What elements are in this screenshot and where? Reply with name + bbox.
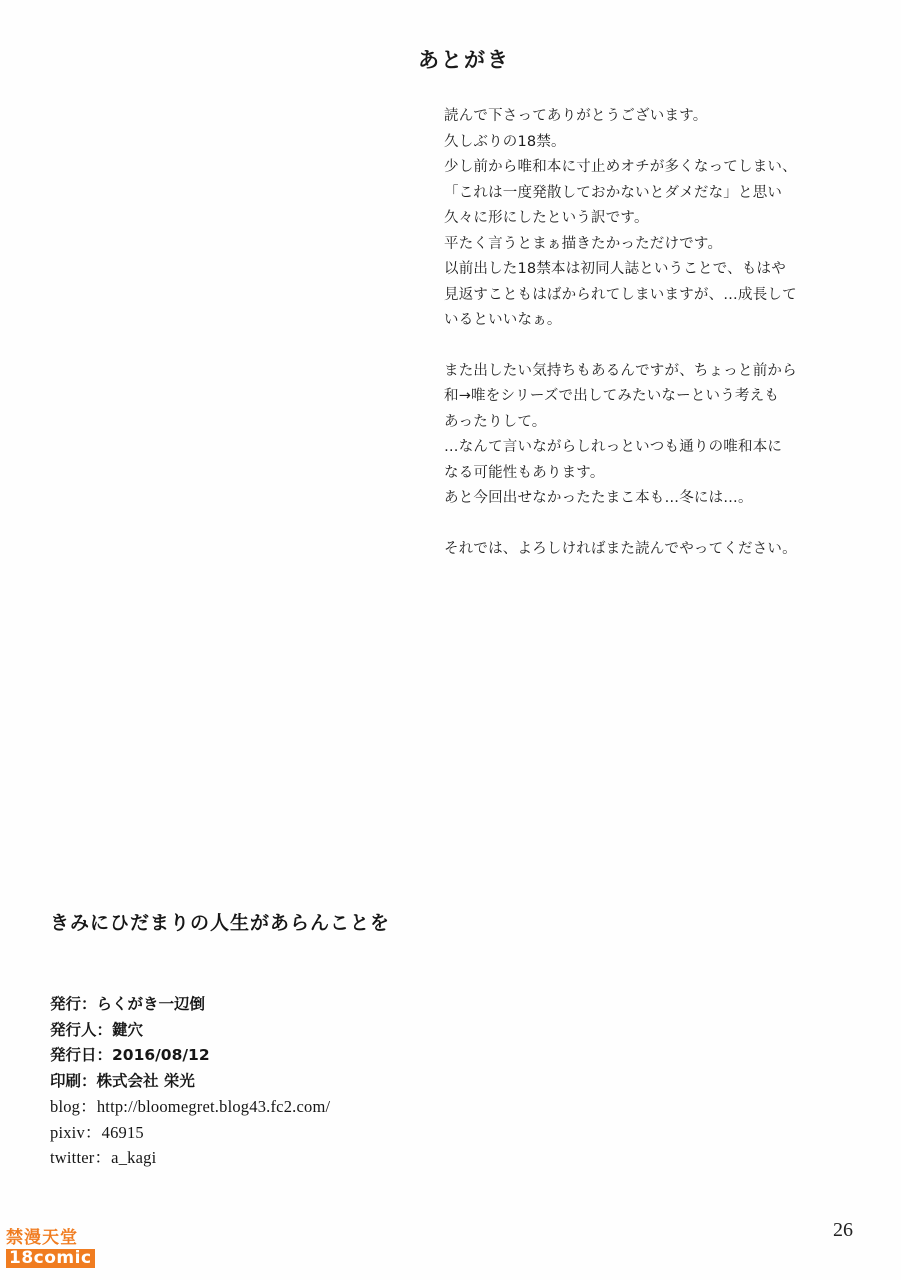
afterword-line: あと今回出せなかったたまこ本も…冬には…。 — [444, 490, 753, 506]
afterword-body — [444, 104, 874, 562]
afterword-line: 見返すこともはばかられてしまいますが、…成長して — [444, 286, 797, 303]
afterword-line: 「これは一度発散しておかないとダメだな」と思い — [444, 184, 783, 201]
colophon-row-pixiv: pixiv：46915 — [50, 1122, 144, 1142]
colophon-row-blog[interactable]: blog：http://bloomegret.blog43.fc2.com/ — [50, 1097, 331, 1116]
afterword-line: いるといいなぁ。 — [444, 312, 562, 328]
colophon-list — [50, 992, 330, 1171]
paragraph-spacer — [444, 334, 874, 359]
paragraph-spacer — [444, 512, 874, 537]
colophon-row: 発行人：鍵穴 — [50, 1020, 144, 1039]
watermark-line-1: 禁漫天堂 — [6, 1228, 78, 1248]
colophon-title: きみにひだまりの人生があらんことを — [50, 912, 391, 934]
afterword-line: 久々に形にしたという訳です。 — [444, 210, 649, 226]
afterword-line: 読んで下さってありがとうございます。 — [444, 108, 708, 124]
afterword-paragraph — [444, 537, 874, 563]
afterword-line: また出したい気持ちもあるんですが、ちょっと前から — [444, 362, 797, 379]
afterword-paragraph — [444, 359, 874, 512]
afterword-line: 少し前から唯和本に寸止めオチが多くなってしまい、 — [444, 159, 797, 175]
afterword-line: …なんて言いながらしれっといつも通りの唯和本に — [444, 439, 783, 455]
colophon-row: 発行：らくがき一辺倒 — [50, 995, 206, 1013]
afterword-line: 和→唯をシリーズで出してみたいなーという考えも — [444, 388, 780, 404]
afterword-line: なる可能性もあります。 — [444, 464, 605, 481]
afterword-line: それでは、よろしければまた読んでやってください。 — [444, 540, 797, 557]
afterword-heading: あとがき — [418, 48, 510, 72]
afterword-line: あったりして。 — [444, 413, 547, 430]
page-number: 26 — [833, 1219, 853, 1241]
watermark — [6, 1230, 90, 1274]
watermark-line-2: 18comic — [6, 1249, 95, 1268]
colophon-row: 印刷：株式会社 栄光 — [50, 1071, 195, 1090]
afterword-line: 平たく言うとまぁ描きたかっただけです。 — [444, 235, 723, 252]
colophon-row-twitter: twitter：a_kagi — [50, 1148, 157, 1167]
colophon-row: 発行日：2016/08/12 — [50, 1046, 210, 1064]
afterword-line: 久しぶりの18禁。 — [444, 133, 566, 150]
afterword-paragraph — [444, 104, 874, 334]
afterword-line: 以前出した18禁本は初同人誌ということで、もはや — [444, 261, 786, 277]
